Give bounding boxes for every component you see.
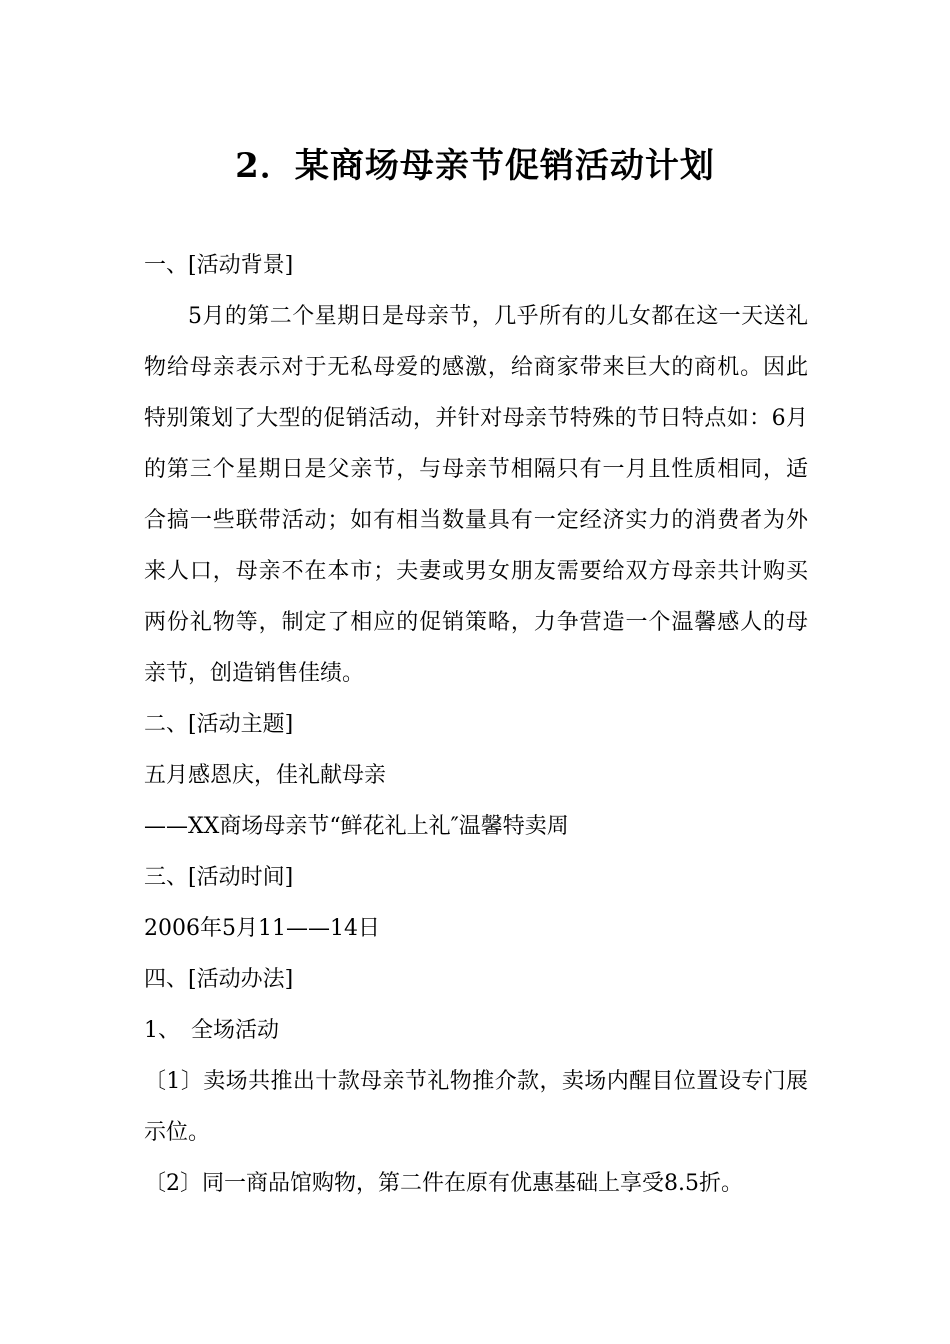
document-title: 2．某商场母亲节促销活动计划 [235, 146, 715, 186]
list-item-heading: 1、 全场活动 [144, 1018, 279, 1043]
list-item-line: 〔1〕卖场共推出十款母亲节礼物推介款，卖场内醒目位置设专门展 [144, 1069, 808, 1094]
paragraph-line: 两份礼物等，制定了相应的促销策略，力争营造一个温馨感人的母 [144, 610, 808, 635]
paragraph-line: 物给母亲表示对于无私母爱的感激，给商家带来巨大的商机。因此 [144, 355, 808, 380]
document-body [144, 240, 808, 1209]
paragraph-line: 5月的第二个星期日是母亲节，几乎所有的儿女都在这一天送礼 [188, 304, 808, 329]
section-heading-method: 四、[活动办法] [144, 967, 294, 992]
paragraph-line: 合搞一些联带活动；如有相当数量具有一定经济实力的消费者为外 [144, 508, 808, 533]
paragraph-line: 的第三个星期日是父亲节，与母亲节相隔只有一月且性质相同，适 [144, 457, 808, 482]
subtheme-text: ——XX商场母亲节“鲜花礼上礼″温馨特卖周 [144, 814, 569, 839]
section-heading-time: 三、[活动时间] [144, 865, 294, 890]
paragraph-line: 亲节，创造销售佳绩。 [144, 661, 365, 686]
list-item-line: 示位。 [144, 1120, 211, 1145]
theme-text: 五月感恩庆，佳礼献母亲 [144, 763, 387, 788]
list-item-line: 〔2〕同一商品馆购物，第二件在原有优惠基础上享受8.5折。 [144, 1171, 743, 1196]
section-heading-theme: 二、[活动主题] [144, 712, 294, 737]
time-text: 2006年5月11——14日 [144, 916, 380, 941]
paragraph-line: 特别策划了大型的促销活动，并针对母亲节特殊的节日特点如：6月 [144, 406, 808, 431]
paragraph-line: 来人口，母亲不在本市；夫妻或男女朋友需要给双方母亲共计购买 [144, 559, 808, 584]
section-heading-background: 一、[活动背景] [144, 253, 294, 278]
